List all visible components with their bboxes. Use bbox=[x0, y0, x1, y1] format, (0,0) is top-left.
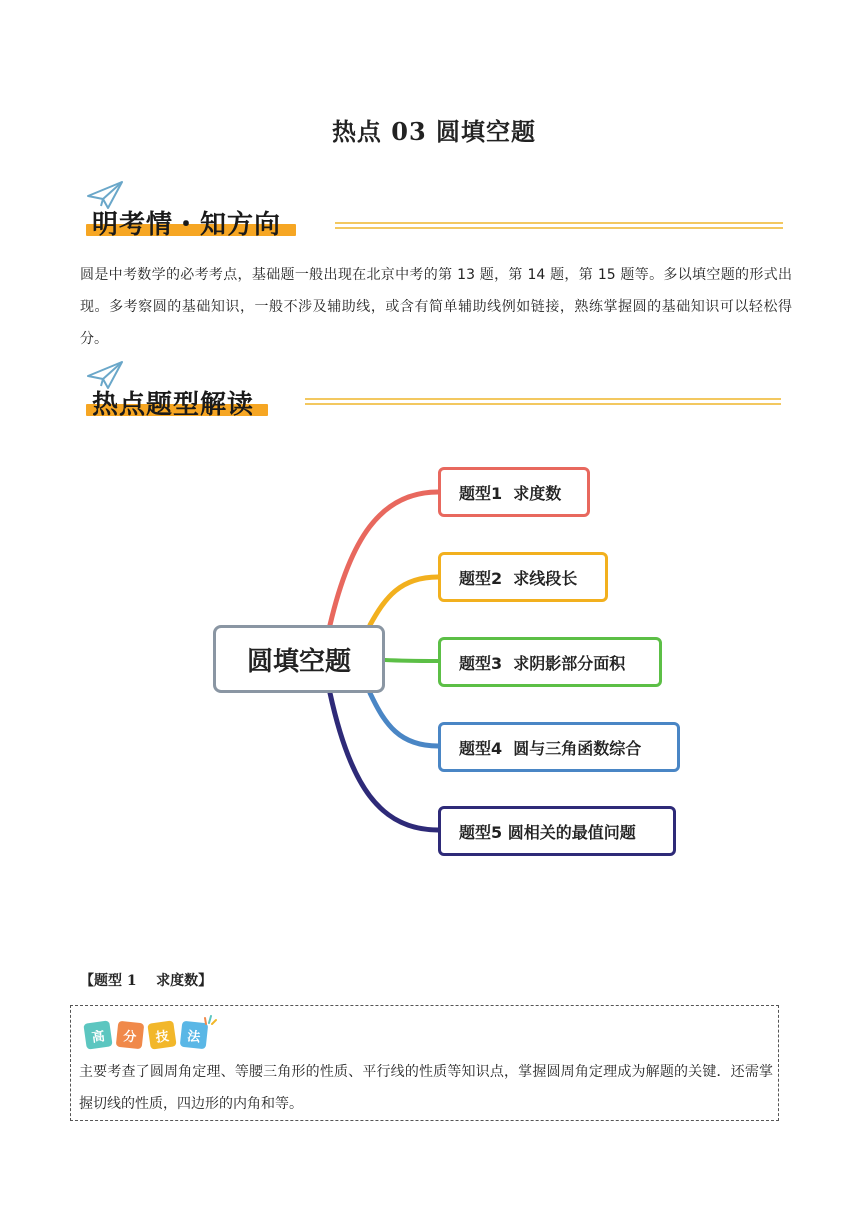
sparkle-icon bbox=[203, 1012, 217, 1026]
badge-fa: 法 bbox=[180, 1021, 209, 1050]
heading-divider-line bbox=[305, 398, 781, 406]
badge-gao: 高 bbox=[83, 1020, 112, 1049]
badge-ji: 技 bbox=[147, 1020, 176, 1049]
connector-5 bbox=[330, 693, 438, 830]
mind-map-node-4: 题型4 圆与三角函数综合 bbox=[438, 722, 680, 772]
section-heading: 明考情・知方向 bbox=[92, 210, 282, 240]
tips-box bbox=[70, 1005, 779, 1121]
page-title: 热点 03 圆填空题 bbox=[331, 117, 537, 146]
section-header-hot-topics bbox=[84, 360, 284, 424]
section-paragraph: 圆是中考数学的必考考点，基础题一般出现在北京中考的第 13 题，第 14 题，第 15 题等。多以填空题的形式出现。多考察圆的基础知识，一般不涉及辅助线，或含有简单辅助线例如链接，熟练掌握圆的基础知识可以轻松得分。 bbox=[80, 267, 792, 347]
connector-4 bbox=[370, 693, 438, 746]
connector-2 bbox=[370, 577, 438, 625]
section-heading: 热点题型解读 bbox=[92, 390, 255, 420]
badge-fen: 分 bbox=[116, 1021, 145, 1050]
section-header-exam-analysis bbox=[84, 180, 314, 244]
mind-map-root: 圆填空题 bbox=[213, 625, 385, 693]
heading-divider-line bbox=[335, 222, 783, 230]
mind-map-node-1: 题型1 求度数 bbox=[438, 467, 590, 517]
question-type-label: 【题型 1 求度数】 bbox=[80, 973, 213, 989]
mind-map-connectors bbox=[0, 440, 868, 880]
connector-3 bbox=[385, 660, 438, 661]
mind-map bbox=[0, 440, 868, 880]
mind-map-node-2: 题型2 求线段长 bbox=[438, 552, 608, 602]
tips-text: 主要考查了圆周角定理、等腰三角形的性质、平行线的性质等知识点，掌握圆周角定理成为解题的关键．还需掌握切线的性质，四边形的内角和等。 bbox=[79, 1064, 773, 1112]
mind-map-node-5: 题型5 圆相关的最值问题 bbox=[438, 806, 676, 856]
mind-map-node-3: 题型3 求阴影部分面积 bbox=[438, 637, 662, 687]
